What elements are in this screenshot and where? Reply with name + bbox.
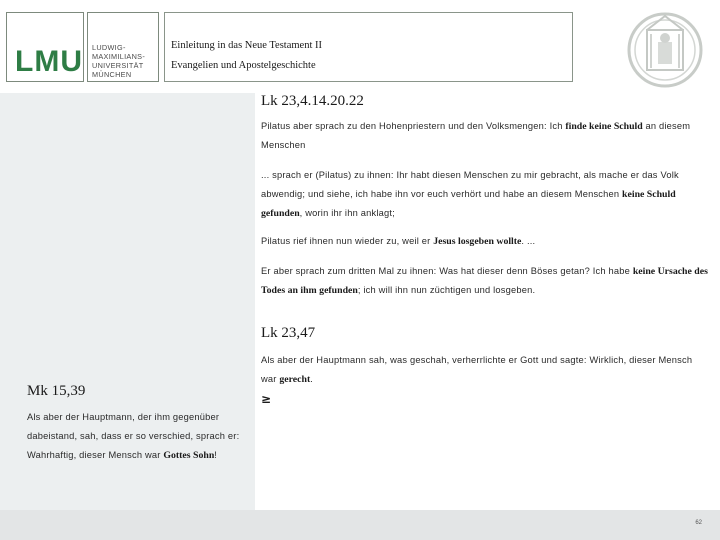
heading-lk-23-4: Lk 23,4.14.20.22 <box>261 93 364 109</box>
course-title-box <box>164 12 573 82</box>
university-seal-icon <box>617 6 713 88</box>
emphasis-text: Gottes Sohn <box>163 450 215 461</box>
paragraph-text: ! <box>214 450 218 460</box>
paragraph-pilatus-4 <box>261 262 711 300</box>
paragraph-text: Pilatus rief ihnen nun wieder zu, weil er <box>261 236 434 246</box>
emphasis-text: keine Schuld gefunden <box>261 189 676 219</box>
slide-header <box>0 0 720 93</box>
paragraph-pilatus-1 <box>261 117 706 155</box>
page-number: 62 <box>695 520 702 526</box>
emphasis-text: gerecht <box>279 374 311 385</box>
heading-lk-23-47: Lk 23,47 <box>261 325 316 341</box>
paragraph-text: Pilatus aber sprach zu den Hohenpriestern und den Volksmengen: Ich <box>261 121 566 131</box>
paragraph-text: Als aber der Hauptmann sah, was geschah, verherrlichte er Gott und sagte: Wirklich, dieser Mensch war <box>261 355 693 384</box>
paragraph-text: Er aber sprach zum dritten Mal zu ihnen: Was hat dieser denn Böses getan? Ich habe <box>261 266 633 276</box>
paragraph-pilatus-2 <box>261 166 716 223</box>
university-name-block <box>87 12 159 82</box>
comparison-symbol: ≥ <box>261 392 272 406</box>
paragraph-hauptmann-lk <box>261 351 706 389</box>
paragraph-pilatus-3 <box>261 232 711 251</box>
paragraph-text: an diesem Menschen <box>261 121 691 150</box>
course-subtitle: Evangelien und Apostelgeschichte <box>171 60 316 71</box>
course-title: Einleitung in das Neue Testament II <box>171 40 322 51</box>
emphasis-text: Jesus losgeben wollte <box>433 236 522 247</box>
paragraph-text: . <box>310 374 313 384</box>
emphasis-text: finde keine Schuld <box>565 121 643 132</box>
heading-mk-15-39: Mk 15,39 <box>27 383 86 399</box>
emphasis-text: keine Ursache des Todes an ihm gefunden <box>261 266 708 296</box>
lmu-logo <box>6 12 84 82</box>
paragraph-text: ... sprach er (Pilatus) zu ihnen: Ihr habt diesen Menschen zu mir gebracht, als mache er das Volk abwendig; und siehe, ich habe ihn vor euch verhört und habe an diesem Menschen <box>261 170 679 199</box>
paragraph-hauptmann-mk <box>27 408 249 465</box>
paragraph-text: ; ich will ihn nun züchtigen und losgeben. <box>357 285 536 295</box>
university-name: LUDWIG- MAXIMILIANS- UNIVERSITÄT MÜNCHEN <box>92 43 146 79</box>
paragraph-text: Als aber der Hauptmann, der ihm gegenüber dabeistand, sah, dass er so verschied, sprach er: Wahrhaftig, dieser Mensch war <box>27 412 240 460</box>
lmu-logo-text: LMU <box>15 45 83 78</box>
paragraph-text: , worin ihr ihn anklagt; <box>299 208 395 218</box>
slide-footer <box>0 510 720 540</box>
paragraph-text: . ... <box>521 236 536 246</box>
